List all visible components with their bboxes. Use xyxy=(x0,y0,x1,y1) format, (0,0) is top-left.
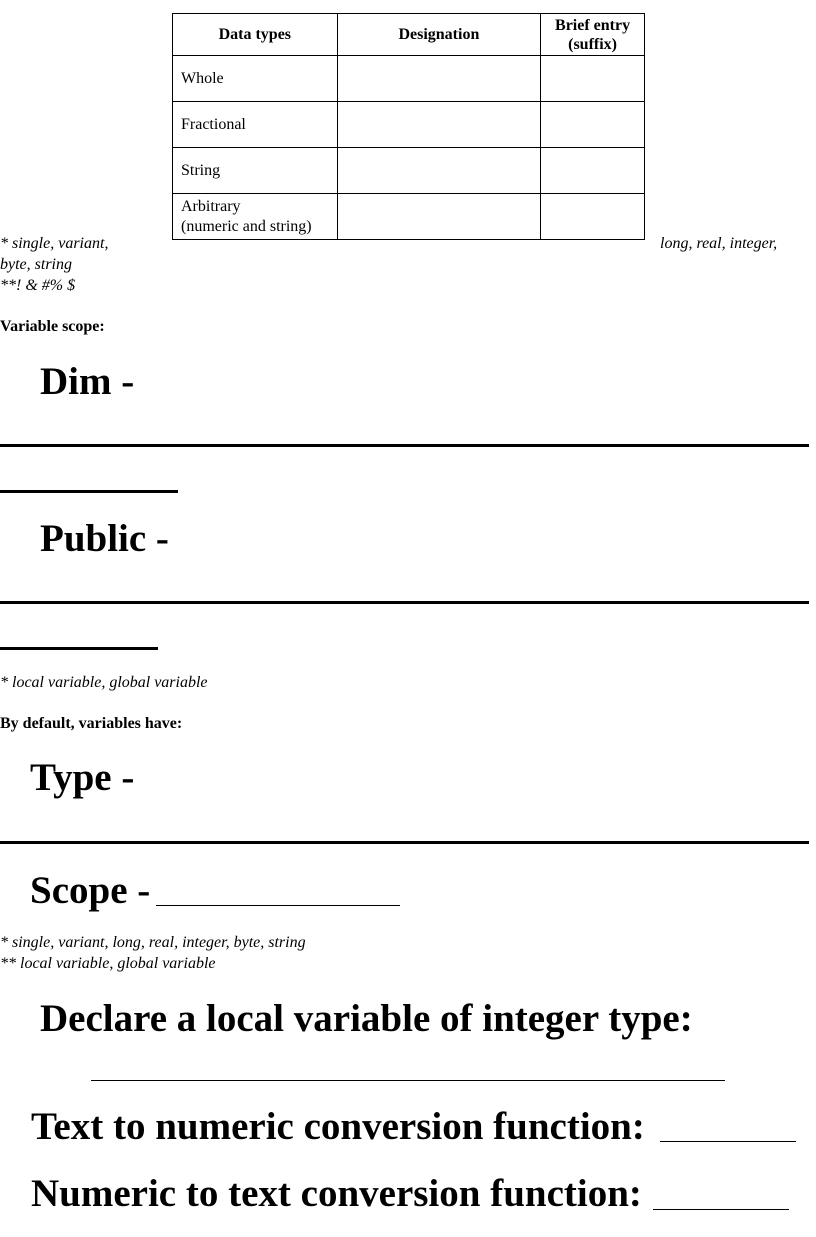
table-row xyxy=(173,102,645,148)
dim-answer-line[interactable] xyxy=(0,444,809,447)
public-answer-line-continued[interactable] xyxy=(0,647,158,650)
table-header-row xyxy=(173,14,645,56)
header-brief-entry-line2: (suffix) xyxy=(568,35,618,53)
hint-line-2: byte, string xyxy=(0,256,72,273)
suffix-cell[interactable] xyxy=(541,148,645,194)
header-brief-entry-line1: Brief entry xyxy=(555,16,631,34)
type-cell: Fractional xyxy=(173,102,338,148)
table-row xyxy=(173,148,645,194)
type-answer-line[interactable] xyxy=(0,841,809,844)
text-to-numeric-answer-line[interactable] xyxy=(660,1141,796,1142)
hint-line-3: **! & #% $ xyxy=(0,277,76,294)
type-cell: String xyxy=(173,148,338,194)
type-label: Type - xyxy=(30,756,135,799)
scope-hint: * local variable, global variable xyxy=(0,674,208,691)
text-to-numeric-task: Text to numeric conversion function: xyxy=(31,1105,645,1148)
defaults-hint-2: ** local variable, global variable xyxy=(0,955,216,972)
designation-cell[interactable] xyxy=(337,56,541,102)
header-data-types: Data types xyxy=(173,14,338,56)
header-designation: Designation xyxy=(337,14,541,56)
defaults-hint-1: * single, variant, long, real, integer, byte, string xyxy=(0,934,306,951)
scope-label: Scope - xyxy=(30,869,151,912)
hint-line-1-right: long, real, integer, xyxy=(660,235,778,252)
variable-scope-heading: Variable scope: xyxy=(0,318,105,335)
hint-line-1-left: * single, variant, xyxy=(0,235,109,252)
scope-answer-line[interactable] xyxy=(156,905,400,906)
header-brief-entry xyxy=(541,14,645,56)
type-cell-line2: (numeric and string) xyxy=(181,217,312,235)
dim-label: Dim - xyxy=(40,360,135,403)
data-types-table xyxy=(172,13,645,240)
suffix-cell[interactable] xyxy=(541,102,645,148)
numeric-to-text-task: Numeric to text conversion function: xyxy=(31,1172,642,1215)
public-label: Public - xyxy=(40,517,169,560)
declare-task: Declare a local variable of integer type: xyxy=(40,997,693,1040)
type-cell xyxy=(173,194,338,240)
dim-answer-line-continued[interactable] xyxy=(0,490,178,493)
type-cell-line1: Arbitrary xyxy=(181,197,241,215)
designation-cell[interactable] xyxy=(337,102,541,148)
type-cell: Whole xyxy=(173,56,338,102)
declare-answer-line[interactable] xyxy=(91,1080,725,1081)
table-row xyxy=(173,194,645,240)
public-answer-line[interactable] xyxy=(0,601,809,604)
numeric-to-text-answer-line[interactable] xyxy=(653,1209,789,1210)
suffix-cell[interactable] xyxy=(541,194,645,240)
designation-cell[interactable] xyxy=(337,194,541,240)
suffix-cell[interactable] xyxy=(541,56,645,102)
defaults-heading: By default, variables have: xyxy=(0,715,183,732)
designation-cell[interactable] xyxy=(337,148,541,194)
table-row xyxy=(173,56,645,102)
